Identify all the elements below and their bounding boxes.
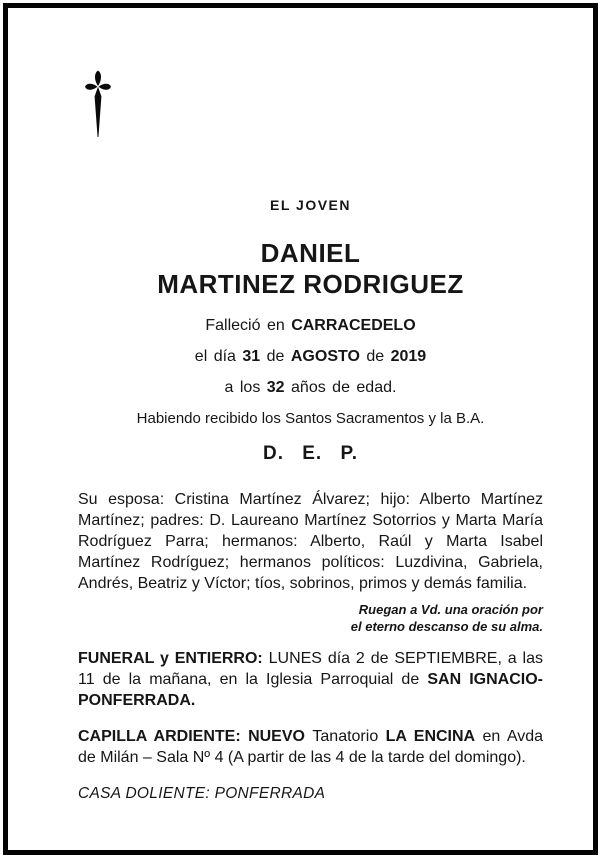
prayer-request — [78, 602, 543, 635]
death-date-line: el día 31 de AGOSTO de 2019 — [194, 348, 427, 365]
funeral-info-paragraph: FUNERAL y ENTIERRO: LUNES día 2 de SEPTIEMBRE, a las 11 de la mañana, en la Iglesia Parroquial de SAN IGNACIO-PONFERRADA. — [78, 650, 544, 709]
deceased-name-line2: MARTINEZ RODRIGUEZ — [157, 269, 464, 299]
sacraments-line: Habiendo recibido los Santos Sacramentos y la B.A. — [136, 410, 485, 427]
dep-abbreviation: D. E. P. — [262, 443, 358, 464]
age-line: a los 32 años de edad. — [224, 379, 397, 396]
mourning-home-line: CASA DOLIENTE: PONFERRADA — [78, 785, 326, 802]
chapel-info-paragraph: CAPILLA ARDIENTE: NUEVO Tanatorio LA ENCINA en Avda de Milán – Sala Nº 4 (A partir de las 4 de la tarde del domingo). — [78, 728, 544, 766]
obituary-card-frame — [3, 3, 598, 855]
prayer-line1: Ruegan a Vd. una oración por — [358, 602, 543, 617]
death-place-line: Falleció en CARRACEDELO — [205, 317, 416, 334]
deceased-name-line1: DANIEL — [260, 238, 361, 268]
deceased-epithet: EL JOVEN — [270, 197, 351, 213]
memorial-cross-icon — [80, 66, 116, 140]
family-paragraph: Su esposa: Cristina Martínez Álvarez; hijo: Alberto Martínez Martínez; padres: D. Laureano Martínez Sotorrios y Marta María Rodríguez Parra; hermanos: Alberto, Raúl y Marta Isabel Martínez Rodríguez; hermanos políticos: Luzdivina, Gabriela, Andrés, Beatriz y Víctor; tíos, sobrinos, primos y demás familia. — [78, 491, 543, 592]
prayer-line2: el eterno descanso de su alma. — [350, 618, 543, 634]
